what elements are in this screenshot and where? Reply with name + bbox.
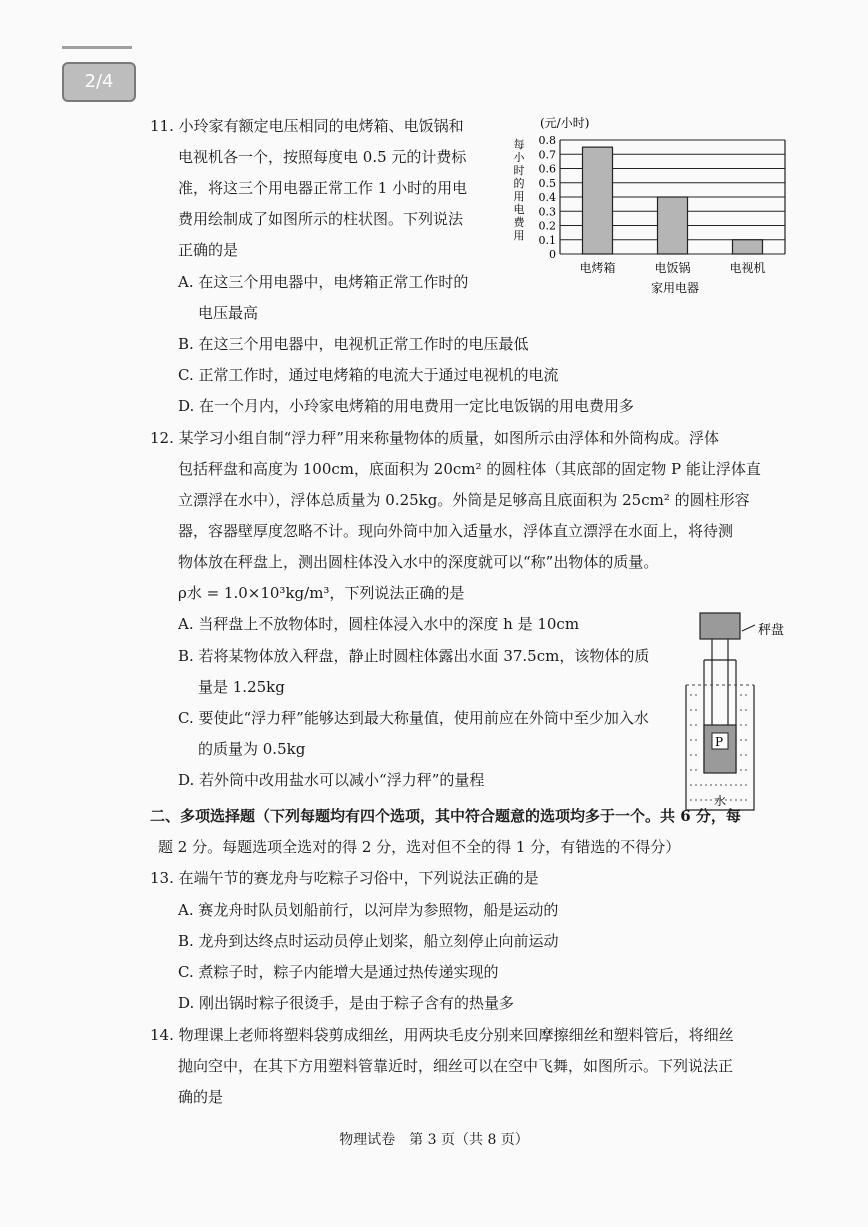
q11-stem-line-4: 费用绘制成了如图所示的柱状图。下列说法 bbox=[178, 210, 464, 228]
q12-stem-line-1: 12. 某学习小组自制“浮力秤”用来称量物体的质量，如图所示由浮体和外筒构成。浮体 bbox=[150, 429, 719, 447]
chart-y-tick-label: 0.4 bbox=[538, 191, 556, 204]
q11-stem-line-2: 电视机各一个，按照每度电 0.5 元的计费标 bbox=[178, 148, 467, 166]
q12-stem-line-2: 包括秤盘和高度为 100cm，底面积为 20cm² 的圆柱体（其底部的固定物 P 能让浮体直 bbox=[178, 460, 761, 478]
chart-y-tick-label: 0.5 bbox=[538, 176, 556, 190]
chart-bar bbox=[733, 240, 763, 254]
q12-option-b: B. 若将某物体放入秤盘，静止时圆柱体露出水面 37.5cm，该物体的质 bbox=[178, 647, 650, 665]
chart-y-tick-label: 0.3 bbox=[538, 205, 556, 219]
q12-option-c-cont: 的质量为 0.5kg bbox=[198, 740, 306, 758]
chart-y-tick-label: 0.2 bbox=[538, 219, 556, 233]
bar-chart bbox=[505, 110, 795, 300]
q11-option-c: C. 正常工作时，通过电烤箱的电流大于通过电视机的电流 bbox=[178, 366, 559, 384]
chart-unit-title: (元/小时) bbox=[540, 116, 590, 130]
q12-option-b-cont: 量是 1.25kg bbox=[198, 678, 285, 696]
q11-option-a: A. 在这三个用电器中，电烤箱正常工作时的 bbox=[178, 273, 469, 291]
chart-y-tick-label: 0 bbox=[549, 248, 556, 261]
chart-y-tick-label: 0.8 bbox=[538, 134, 556, 147]
q12-option-a: A. 当秤盘上不放物体时，圆柱体浸入水中的深度 h 是 10cm bbox=[178, 615, 580, 633]
q13-option-b: B. 龙舟到达终点时运动员停止划桨，船立刻停止向前运动 bbox=[178, 932, 559, 950]
chart-y-tick-label: 0.7 bbox=[538, 148, 556, 162]
q11-stem-line-1: 11. 小玲家有额定电压相同的电烤箱、电饭锅和 bbox=[150, 117, 464, 135]
q13-option-a: A. 赛龙舟时队员划船前行，以河岸为参照物，船是运动的 bbox=[178, 901, 559, 919]
scale-pan-label: 秤盘 bbox=[758, 623, 785, 638]
chart-x-label: 家用电器 bbox=[650, 281, 700, 295]
q11-option-b: B. 在这三个用电器中，电视机正常工作时的电压最低 bbox=[178, 335, 529, 353]
page-indicator[interactable]: 2/4 bbox=[62, 62, 136, 102]
chart-bar bbox=[583, 147, 613, 254]
water-label: 水 bbox=[714, 794, 727, 808]
q13-stem: 13. 在端午节的赛龙舟与吃粽子习俗中，下列说法正确的是 bbox=[150, 869, 539, 887]
q11-stem-line-3: 准，将这三个用电器正常工作 1 小时的用电 bbox=[178, 179, 468, 197]
float-scale-figure bbox=[680, 605, 790, 815]
chart-x-tick-label: 电视机 bbox=[729, 261, 766, 275]
q12-stem-line-3: 立漂浮在水中），浮体总质量为 0.25kg。外筒是足够高且底面积为 25cm² 的圆柱形容 bbox=[178, 491, 750, 509]
section-2-heading-line-2: 题 2 分。每题选项全选对的得 2 分，选对但不全的得 1 分，有错选的不得分） bbox=[158, 838, 681, 856]
badge-divider bbox=[62, 46, 132, 49]
q12-option-d: D. 若外筒中改用盐水可以减小“浮力秤”的量程 bbox=[178, 771, 485, 789]
chart-y-tick-label: 0.1 bbox=[538, 233, 556, 247]
section-2-heading-line-1: 二、多项选择题（下列每题均有四个选项，其中符合题意的选项均多于一个。共 6 分，每 bbox=[150, 807, 741, 825]
chart-y-label: 每小时的用电费用 bbox=[513, 138, 525, 242]
q11-stem-line-5: 正确的是 bbox=[178, 241, 239, 259]
chart-x-tick-label: 电烤箱 bbox=[579, 261, 616, 275]
q13-option-c: C. 煮粽子时，粽子内能增大是通过热传递实现的 bbox=[178, 963, 499, 981]
chart-bar bbox=[658, 197, 688, 254]
q12-stem-line-5: 物体放在秤盘上，测出圆柱体没入水中的深度就可以“称”出物体的质量。 bbox=[178, 553, 659, 571]
q11-option-d: D. 在一个月内，小玲家电烤箱的用电费用一定比电饭锅的用电费用多 bbox=[178, 397, 635, 415]
chart-x-tick-label: 电饭锅 bbox=[654, 261, 691, 275]
q14-stem-line-1: 14. 物理课上老师将塑料袋剪成细丝，用两块毛皮分别来回摩擦细丝和塑料管后，将细丝 bbox=[150, 1026, 734, 1044]
q12-option-c: C. 要使此“浮力秤”能够达到最大称量值，使用前应在外筒中至少加入水 bbox=[178, 709, 649, 727]
q12-stem-line-4: 器，容器壁厚度忽略不计。现向外筒中加入适量水，浮体直立漂浮在水面上，将待测 bbox=[178, 522, 734, 540]
pan-pointer bbox=[742, 625, 755, 631]
q14-stem-line-3: 确的是 bbox=[178, 1088, 224, 1106]
page-footer: 物理试卷 第 3 页（共 8 页） bbox=[339, 1132, 529, 1148]
chart-y-tick-label: 0.6 bbox=[538, 162, 556, 176]
q11-option-a-cont: 电压最高 bbox=[198, 304, 259, 322]
q12-stem-line-6: ρ水 = 1.0×10³kg/m³，下列说法正确的是 bbox=[178, 584, 465, 602]
scale-pan bbox=[700, 613, 740, 639]
q13-option-d: D. 刚出锅时粽子很烫手，是由于粽子含有的热量多 bbox=[178, 994, 515, 1012]
q14-stem-line-2: 抛向空中，在其下方用塑料管靠近时，细丝可以在空中飞舞，如图所示。下列说法正 bbox=[178, 1057, 734, 1075]
fixed-weight-p-label: P bbox=[715, 735, 724, 749]
